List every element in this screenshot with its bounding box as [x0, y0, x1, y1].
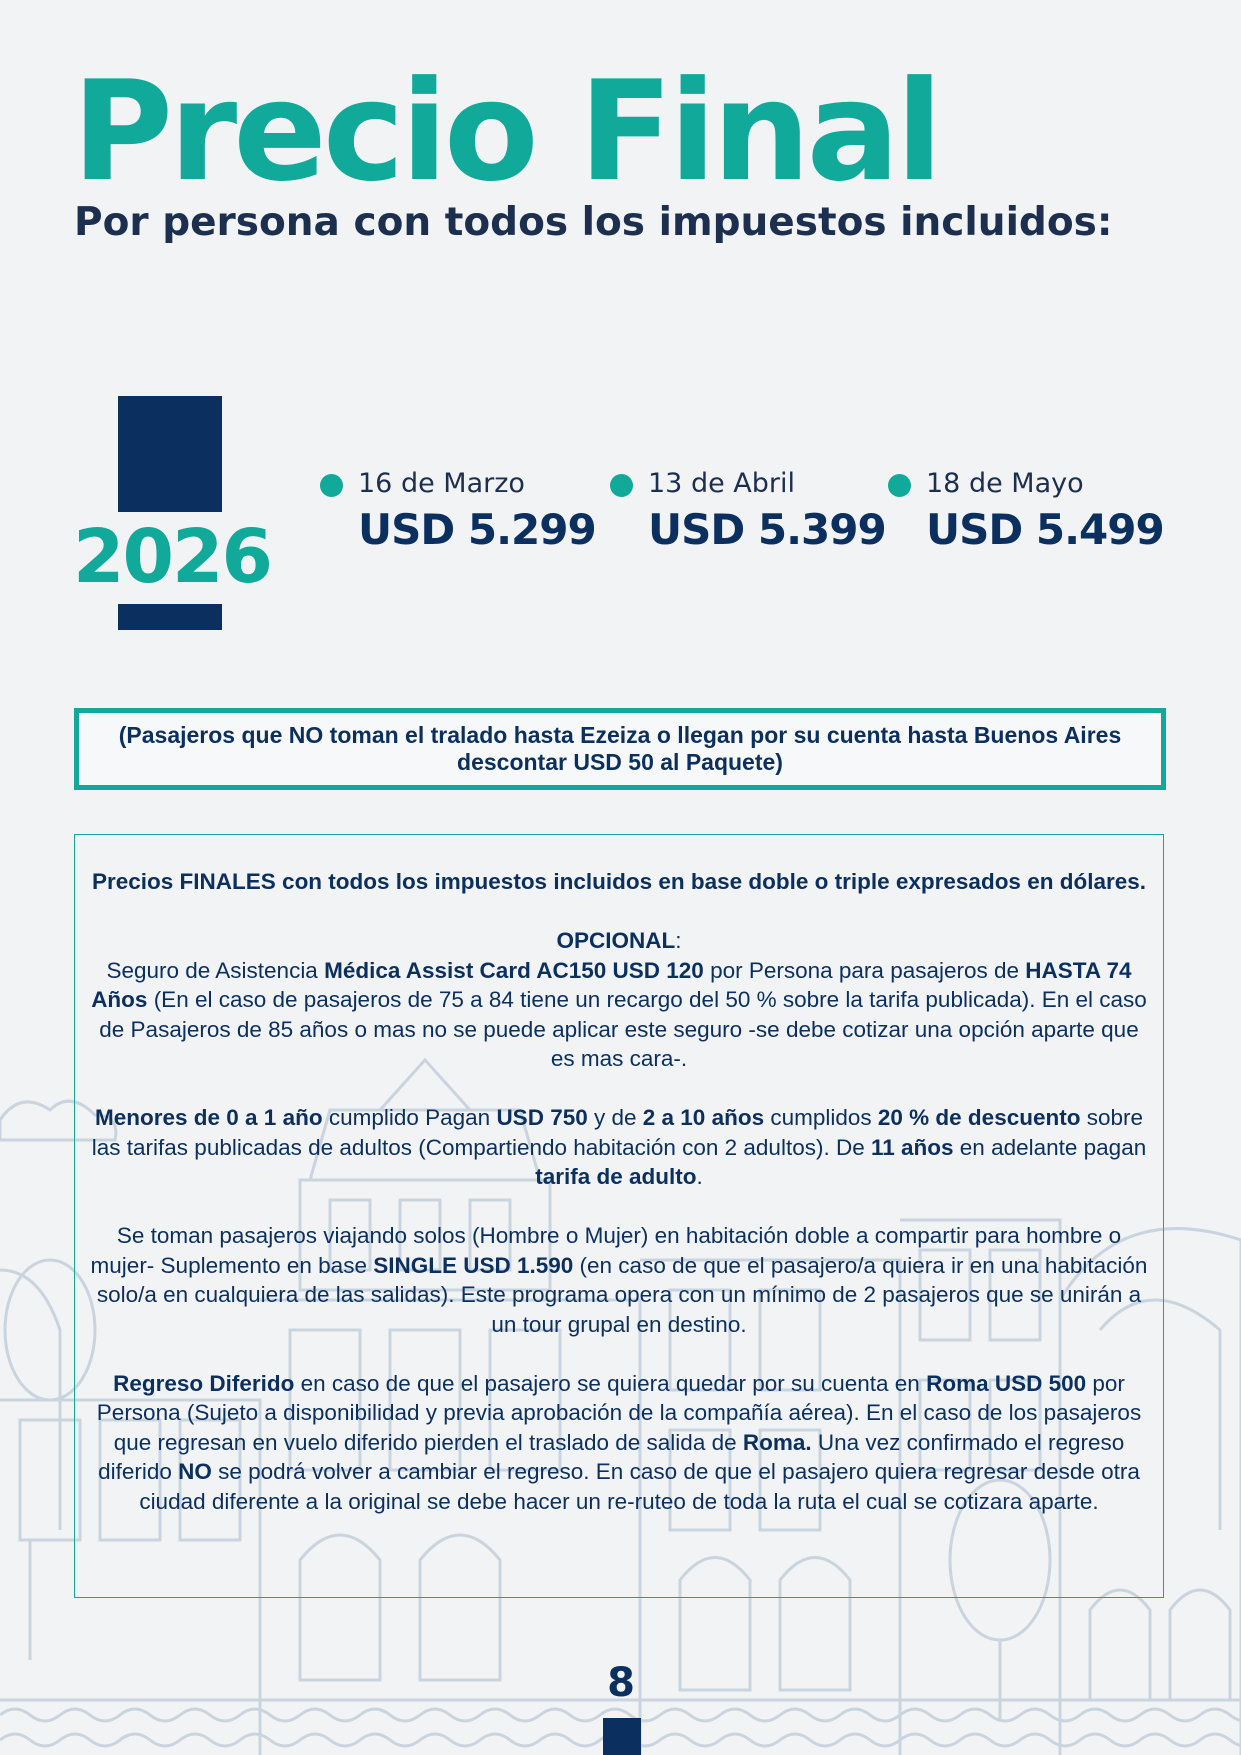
bullet-dot-icon: [320, 474, 343, 497]
price-date: 18 de Mayo: [926, 468, 1084, 499]
price-date: 13 de Abril: [648, 468, 795, 499]
year-bar-bottom: [118, 604, 222, 630]
page-subtitle: Por persona con todos los impuestos incluidos:: [74, 200, 1113, 245]
page-number: 8: [607, 1660, 635, 1706]
year-label: 2026: [73, 514, 271, 600]
menores-paragraph: Menores de 0 a 1 año cumplido Pagan USD 750 y de 2 a 10 años cumplidos 20 % de descuento sobre las tarifas publicadas de adultos (Compartiendo habitación con 2 adultos). De 11 años en adelante pagan tarifa de adulto.: [91, 1105, 1147, 1189]
pricing-conditions-box: [74, 834, 1164, 1598]
deferred-return-paragraph: Regreso Diferido en caso de que el pasajero se quiera quedar por su cuenta en Roma USD 500 por Persona (Sujeto a disponibilidad y previa aprobación de la compañía aérea). En el caso de los pasajeros que regresan en vuelo diferido pierden el traslado de salida de Roma. Una vez confirmado el regreso diferido NO se podrá volver a cambiar el regreso. En caso de que el pasajero quiera regresar desde otra ciudad diferente a la original se debe hacer un re-ruteo de toda la ruta el cual se cotizara aparte.: [96, 1370, 1142, 1514]
year-bar-top: [118, 396, 222, 512]
page-title: Precio Final: [72, 51, 939, 212]
opcional-heading: OPCIONAL: [556, 928, 676, 953]
page-tab-marker: [603, 1718, 641, 1755]
price-amount: USD 5.399: [648, 505, 886, 554]
price-amount: USD 5.499: [926, 505, 1164, 554]
bullet-dot-icon: [610, 474, 633, 497]
transfer-discount-notice: [74, 708, 1166, 790]
opcional-paragraph: OPCIONAL: Seguro de Asistencia Médica Assist Card AC150 USD 120 por Persona para pasajeros de HASTA 74 Años (En el caso de pasajeros de 75 a 84 tiene un recargo del 50 % sobre la tarifa publicada). En el caso de Pasajeros de 85 años o mas no se puede aplicar este seguro -se debe cotizar una opción aparte que es mas cara-.: [91, 928, 1147, 1071]
price-amount: USD 5.299: [358, 505, 596, 554]
price-date: 16 de Marzo: [358, 468, 525, 499]
year-block: [72, 396, 272, 630]
notice-text: (Pasajeros que NO toman el tralado hasta Ezeiza o llegan por su cuenta hasta Buenos Aires descontar USD 50 al Paquete): [118, 722, 1122, 775]
bullet-dot-icon: [888, 474, 911, 497]
single-travelers-paragraph: Se toman pasajeros viajando solos (Hombre o Mujer) en habitación doble a compartir para hombre o mujer- Suplemento en base SINGLE USD 1.590 (en caso de que el pasajero/a quiera ir en una habitación solo/a en cualquiera de las salidas). Este programa opera con un mínimo de 2 pasajeros que se unirán a un tour grupal en destino.: [90, 1223, 1148, 1337]
intro-paragraph: Precios FINALES con todos los impuestos incluidos en base doble o triple expresados en dólares.: [92, 869, 1146, 894]
